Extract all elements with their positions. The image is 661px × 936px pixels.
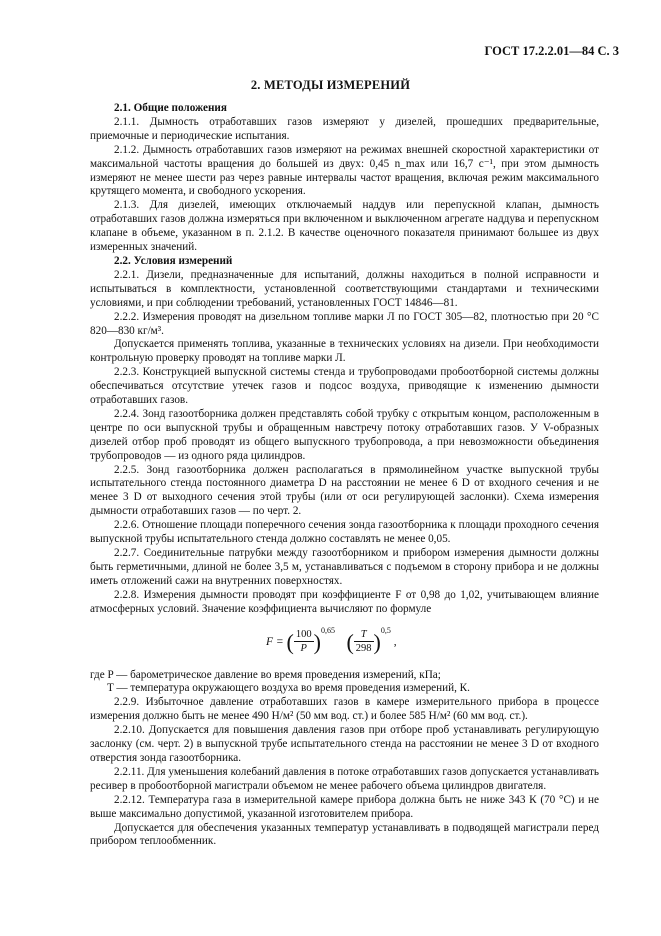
document-body bbox=[90, 102, 599, 849]
formula-fraction-2 bbox=[354, 628, 374, 657]
subsection-heading-2-2 bbox=[90, 255, 599, 269]
paragraph-2-2-10: 2.2.10. Допускается для повышения давления газов при отборе проб устанавливать регулирующую заслонку (см. черт. 2) в выпускной трубе испытательного стенда на расстоянии не менее 3 D от входного отверстия зонда газоотборника. bbox=[90, 724, 599, 764]
formula-numerator-2: T bbox=[354, 628, 374, 643]
paragraph-2-2-9: 2.2.9. Избыточное давление отработавших газов в камере измерительного прибора в процессе измерения должно быть не менее 490 Н/м² (50 мм вод. ст.) и более 585 Н/м² (60 мм вод. ст.). bbox=[90, 696, 599, 723]
paragraph-2-1-2: 2.1.2. Дымность отработавших газов измеряют на режимах внешней скоростной характеристики от максимальной частоты вращения до большей из двух: 0,45 n_max или 16,7 c⁻¹, при этом дымность измеряют не менее шести раз через равные интервалы частот вращения, включая режим максимального крутящего момента, и свободного ускорения. bbox=[90, 143, 599, 198]
paragraph-2-1-1: 2.1.1. Дымность отработавших газов измеряют у дизелей, прошедших предварительные, приемочные и периодические испытания. bbox=[90, 115, 599, 142]
paragraph-2-2-12-note: Допускается для обеспечения указанных температур устанавливать в подводящей магистрали перед прибором теплообменник. bbox=[90, 821, 599, 848]
formula-tail: , bbox=[393, 635, 397, 648]
paragraph-2-2-8: 2.2.8. Измерения дымности проводят при коэффициенте F от 0,98 до 1,02, учитывающем влияние атмосферных условий. Значение коэффициента вычисляют по формуле bbox=[90, 588, 599, 615]
subsection-title: Условия измерений bbox=[133, 254, 233, 267]
subsection-number: 2.1. bbox=[114, 102, 131, 114]
paragraph-2-1-3: 2.1.3. Для дизелей, имеющих отключаемый наддув или перепускной клапан, дымность отработавших газов должна измеряться при включенном и выключенном агрегате наддува и перепускном клапане в объеме, указанном в п. 2.1.2. В качестве оценочного показателя принимают большее из двух измеренных значений. bbox=[90, 199, 599, 254]
formula-denominator-1: P bbox=[300, 643, 307, 655]
formula-exponent-2: 0,5 bbox=[380, 625, 391, 635]
formula-fraction-1 bbox=[294, 628, 314, 657]
formula-denominator-2: 298 bbox=[355, 643, 372, 655]
paragraph-2-2-11: 2.2.11. Для уменьшения колебаний давления в потоке отработавших газов допускается устанавливать ресивер в пробоотборной магистрали объемом не менее рабочего объема цилиндров двигателя. bbox=[90, 765, 599, 792]
paragraph-2-2-1: 2.2.1. Дизели, предназначенные для испытаний, должны находиться в полной исправности и испытываться в комплектности, установленной соответствующими стандартами и техническими условиями, и при соблюдении требований, установленных ГОСТ 14846—81. bbox=[90, 268, 599, 309]
section-title: 2. МЕТОДЫ ИЗМЕРЕНИЙ bbox=[250, 78, 411, 92]
paragraph-2-2-12: 2.2.12. Температура газа в измерительной камере прибора должна быть не ниже 343 К (70 °С) и не выше максимально допустимой, указанной изготовителем прибора. bbox=[90, 793, 599, 820]
subsection-heading-2-1 bbox=[90, 102, 599, 116]
formula-lhs: F = bbox=[266, 635, 284, 648]
subsection-number: 2.2. bbox=[114, 254, 131, 267]
paragraph-2-2-5: 2.2.5. Зонд газоотборника должен располагаться в прямолинейном участке выпускной трубы испытательного стенда постоянного диаметра D на расстоянии не менее 6 D от входного сечения и не менее 3 D от выходного сечения этой трубы (или от оси регулирующей заслонки). Схема измерения дымности отработавших газов — по черт. 2. bbox=[90, 463, 599, 518]
paragraph-2-2-2: 2.2.2. Измерения проводят на дизельном топливе марки Л по ГОСТ 305—82, плотностью при 20 °С 820—830 кг/м³. bbox=[90, 310, 599, 337]
paragraph-2-2-4: 2.2.4. Зонд газоотборника должен представлять собой трубку с открытым концом, расположенным в центре по оси выпускной трубы и обращенным навстречу потоку отработавших газов. У V-образных дизелей отбор проб проводят из общего выпускного трубопровода, а при невозможности объединения трубопроводов — из одного ряда цилиндров. bbox=[90, 407, 599, 462]
formula-exponent-1: 0,65 bbox=[320, 625, 335, 635]
formula-legend-t: T — температура окружающего воздуха во время проведения измерений, К. bbox=[107, 682, 470, 695]
paragraph-2-2-6: 2.2.6. Отношение площади поперечного сечения зонда газоотборника к площади проходного сечения выпускной трубы испытательного стенда должно составлять не менее 0,05. bbox=[90, 519, 599, 546]
paragraph-2-2-2-note: Допускается применять топлива, указанные в технических условиях на дизели. При необходимости контрольную проверку проводят на топливе марки Л. bbox=[90, 338, 599, 365]
paragraph-2-2-7: 2.2.7. Соединительные патрубки между газоотборником и прибором измерения дымности должны быть герметичными, длиной не более 3,5 м, устанавливаться с подъемом в сторону прибора и не должны иметь отложений сажи на внутренних поверхностях. bbox=[90, 547, 599, 587]
formula-f-coefficient: F = ( $\frac{100}{P}$ )$^{0,65}$ ( $\frac{T}{298}$ )$^{0,5}$ , bbox=[266, 625, 397, 655]
page-header: ГОСТ 17.2.2.01—84 С. 3 bbox=[484, 44, 619, 58]
subsection-title: Общие положения bbox=[133, 102, 227, 114]
formula-legend-p: где P — барометрическое давление во время проведения измерений, кПа; bbox=[90, 668, 441, 681]
paragraph-2-2-3: 2.2.3. Конструкцией выпускной системы стенда и трубопроводами пробоотборной системы должны обеспечиваться отсутствие утечек газов и подсос воздуха, приводящие к изменению дымности отработавших газов. bbox=[90, 366, 599, 407]
formula-numerator-1: 100 bbox=[294, 628, 314, 643]
